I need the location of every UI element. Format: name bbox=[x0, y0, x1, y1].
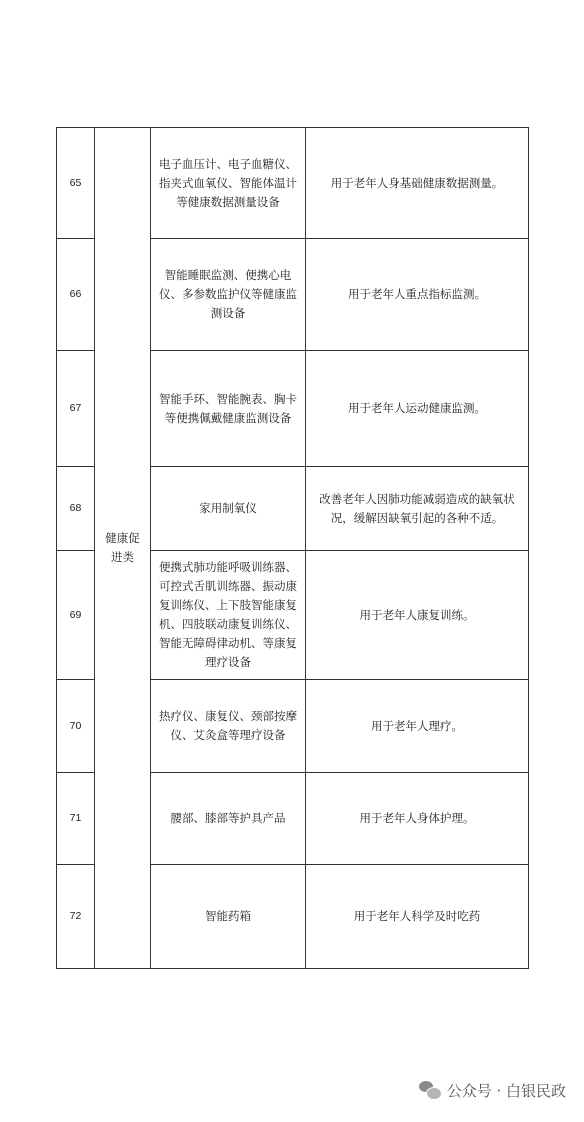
row-number: 69 bbox=[57, 551, 95, 680]
product-name: 智能睡眠监测、便携心电仪、多参数监护仪等健康监测设备 bbox=[151, 239, 306, 351]
wechat-icon bbox=[419, 1079, 441, 1101]
row-number: 68 bbox=[57, 467, 95, 551]
row-number: 65 bbox=[57, 128, 95, 239]
product-use: 用于老年人身体护理。 bbox=[306, 773, 529, 865]
product-use: 用于老年人重点指标监测。 bbox=[306, 239, 529, 351]
row-number: 71 bbox=[57, 773, 95, 865]
wechat-watermark bbox=[419, 1078, 566, 1102]
product-name: 腰部、膝部等护具产品 bbox=[151, 773, 306, 865]
category-cell: 健康促进类 bbox=[95, 128, 151, 969]
product-name: 智能药箱 bbox=[151, 865, 306, 969]
row-number: 67 bbox=[57, 351, 95, 467]
product-use: 改善老年人因肺功能减弱造成的缺氧状况，缓解因缺氧引起的各种不适。 bbox=[306, 467, 529, 551]
product-name: 热疗仪、康复仪、颈部按摩仪、艾灸盒等理疗设备 bbox=[151, 680, 306, 773]
row-number: 70 bbox=[57, 680, 95, 773]
watermark-text: 公众号 · 白银民政 bbox=[446, 1081, 566, 1100]
product-name: 电子血压计、电子血糖仪、指夹式血氧仪、智能体温计等健康数据测量设备 bbox=[151, 128, 306, 239]
row-number: 72 bbox=[57, 865, 95, 969]
product-use: 用于老年人理疗。 bbox=[306, 680, 529, 773]
product-name: 家用制氧仪 bbox=[151, 467, 306, 551]
product-catalog-table bbox=[56, 127, 529, 969]
row-number: 66 bbox=[57, 239, 95, 351]
table-row bbox=[57, 128, 529, 239]
product-name: 便携式肺功能呼吸训练器、可控式舌肌训练器、振动康复训练仪、上下肢智能康复机、四肢联动康复训练仪、智能无障碍律动机、等康复理疗设备 bbox=[151, 551, 306, 680]
product-use: 用于老年人运动健康监测。 bbox=[306, 351, 529, 467]
product-use: 用于老年人身基础健康数据测量。 bbox=[306, 128, 529, 239]
product-use: 用于老年人科学及时吃药 bbox=[306, 865, 529, 969]
product-use: 用于老年人康复训练。 bbox=[306, 551, 529, 680]
product-name: 智能手环、智能腕表、胸卡等便携佩戴健康监测设备 bbox=[151, 351, 306, 467]
